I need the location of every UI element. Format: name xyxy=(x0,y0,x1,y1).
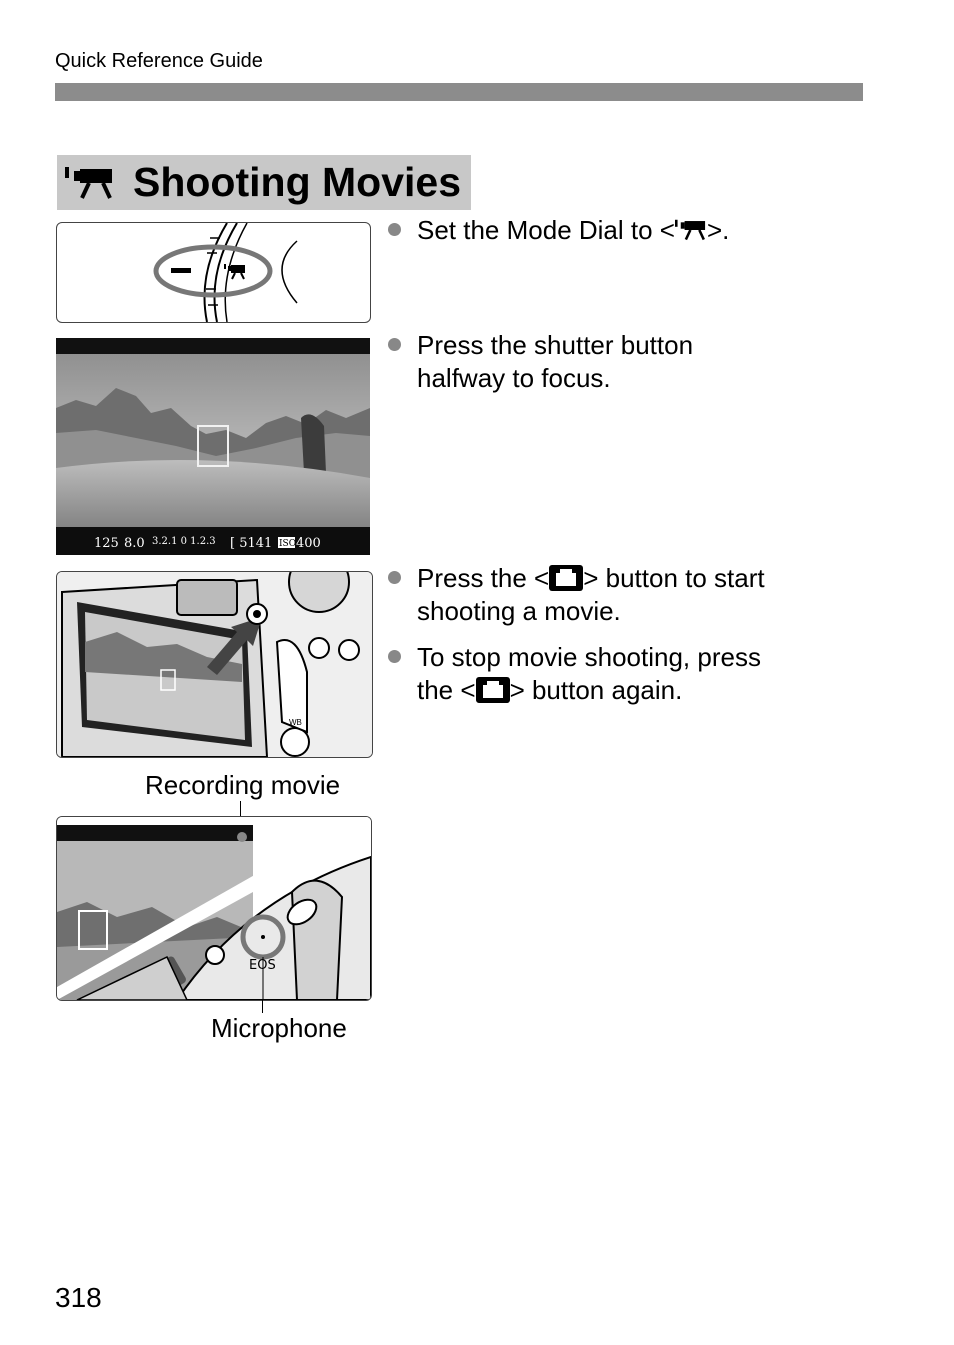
step-text: Press the shutter button xyxy=(417,330,694,360)
lcd-shutter: 125 xyxy=(94,536,119,551)
section-title-box xyxy=(57,155,471,210)
step-text: Set the Mode Dial to < xyxy=(417,215,675,245)
step-text: Press the < xyxy=(417,563,550,593)
step-text: >. xyxy=(706,215,730,245)
step-text: the < xyxy=(417,675,476,705)
lcd-shots: [ 5141 xyxy=(230,536,273,551)
lcd-aperture: 8.0 xyxy=(124,536,145,551)
page-number: 318 xyxy=(55,1282,102,1313)
movie-camera-icon xyxy=(65,165,115,201)
header-label: Quick Reference Guide xyxy=(55,50,263,72)
bullet-icon xyxy=(388,571,401,584)
step-text: To stop movie shooting, press xyxy=(417,642,761,672)
step-text: halfway to focus. xyxy=(417,363,611,393)
camera-back-illustration xyxy=(56,571,373,758)
caption-recording-movie: Recording movie xyxy=(145,770,341,800)
movie-button-icon xyxy=(476,677,510,703)
bullet-icon xyxy=(388,650,401,663)
brand-logo: EOS xyxy=(249,958,276,973)
caption-microphone: Microphone xyxy=(211,1013,347,1043)
bullet-icon xyxy=(388,223,401,236)
caption-leader-line xyxy=(262,999,263,1013)
step-text: > button to start xyxy=(583,563,765,593)
step-text: > button again. xyxy=(509,675,683,705)
header-bar xyxy=(55,83,863,101)
movie-button-icon xyxy=(549,565,583,591)
lcd-iso-label: ISO xyxy=(279,539,297,549)
lcd-landscape-photo xyxy=(56,338,370,555)
section-title: Shooting Movies xyxy=(133,159,461,205)
wb-label: WB xyxy=(289,718,302,727)
mode-dial-illustration xyxy=(56,222,371,323)
movie-camera-icon xyxy=(675,217,707,243)
lcd-exposure-scale: 3.2.1 0 1.2.3 xyxy=(152,536,216,547)
bullet-icon xyxy=(388,338,401,351)
step-text: shooting a movie. xyxy=(417,596,621,626)
recording-microphone-illustration xyxy=(56,816,372,1001)
lcd-iso-value: 400 xyxy=(296,536,321,551)
